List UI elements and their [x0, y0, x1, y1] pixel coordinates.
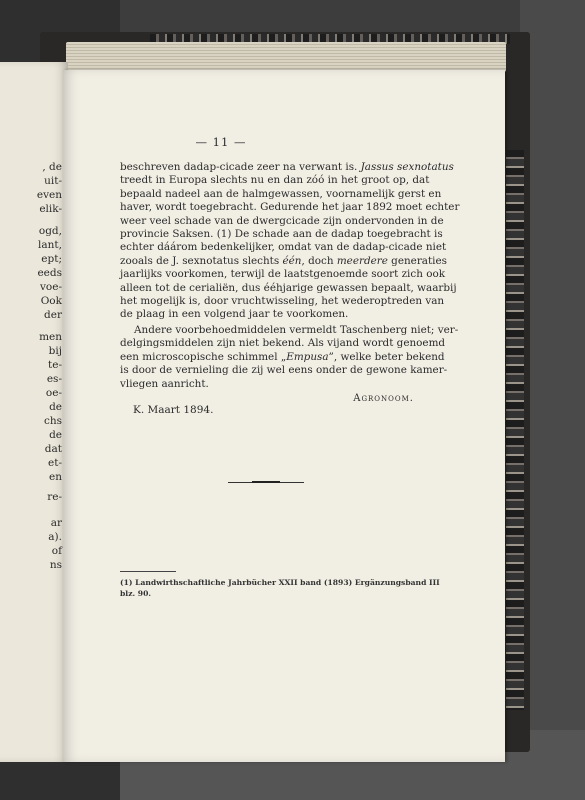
text-line: [120, 350, 445, 364]
text-line: [120, 160, 454, 174]
text-span: Andere voorbehoedmiddelen vermeldt Taschenberg niet; ver-: [134, 324, 459, 336]
facing-page-fragment: oe-: [45, 387, 62, 399]
facing-page-fragment: de: [49, 429, 62, 441]
facing-page-fragment: ogd,: [38, 225, 62, 237]
text-span: vliegen aanricht.: [120, 377, 209, 390]
text-span: provincie Saksen. (1) De schade aan de dadap toegebracht is: [120, 228, 443, 240]
spine-marbled-edge: [506, 150, 524, 710]
footnote-line: blz. 90.: [120, 589, 152, 598]
text-span: haver, wordt toegebracht. Gedurende het jaar 1892 moet echter: [120, 201, 460, 214]
text-line: [120, 173, 430, 187]
italic-span: Jassus sexnotatus: [360, 161, 454, 173]
text-line: [120, 227, 443, 241]
facing-page-fragment: ept;: [41, 253, 62, 265]
facing-page-fragment: te-: [48, 359, 62, 371]
facing-page-fragment: eeds: [37, 267, 62, 279]
italic-span: één: [282, 254, 302, 267]
text-line: [134, 323, 459, 337]
facing-page-fragment: uit-: [44, 175, 62, 187]
facing-page-fragment: en: [49, 471, 62, 483]
facing-page-fragment: a).: [48, 531, 62, 543]
text-line: [120, 254, 447, 268]
text-line: [120, 267, 445, 281]
facing-page-fragment: dat: [44, 443, 62, 455]
facing-page-fragment: voe-: [39, 281, 62, 293]
text-line: [120, 363, 448, 377]
page-number: — 11 —: [195, 135, 247, 149]
text-line: [120, 187, 442, 201]
facing-page-fragment: es-: [46, 373, 62, 385]
facing-page-fragment: bij: [48, 345, 62, 357]
facing-page-fragment: lant,: [38, 239, 62, 251]
text-span: treedt in Europa slechts nu en dan zóó in het groot op, dat: [120, 174, 430, 187]
end-rule-center: [252, 481, 280, 483]
text-line: [120, 377, 414, 391]
facing-page-fragment: ar: [50, 517, 62, 529]
facing-page-fragment: of: [51, 545, 62, 557]
text-span: generaties: [387, 254, 447, 267]
facing-page-fragment: Ook: [40, 295, 62, 307]
footnote-rule: [120, 571, 176, 572]
page-stack-edge: [66, 42, 506, 72]
text-span: weer veel schade van de dwergcicade zijn ondervonden in de: [120, 214, 444, 227]
facing-page-fragment: chs: [43, 415, 62, 427]
footnote-line: (1) Landwirthschaftliche Jahrbücher XXII band (1893) Ergänzungsband III: [120, 578, 440, 587]
facing-page: [0, 62, 68, 762]
facing-page-fragment: et-: [48, 457, 62, 469]
text-line: [120, 200, 460, 214]
text-line: [120, 294, 445, 308]
facing-page-fragment: ns: [49, 559, 62, 571]
signature: Agronoom.: [353, 393, 414, 404]
text-span: ”, welke beter bekend: [328, 350, 445, 363]
text-line: [120, 307, 414, 321]
text-line: [120, 240, 447, 254]
text-span: echter dáárom bedenkelijker, omdat van de dadap-cicade niet: [120, 241, 447, 254]
facing-page-fragment: der: [44, 309, 62, 321]
facing-page-fragment: , de: [42, 161, 62, 173]
text-span: , doch: [301, 254, 337, 267]
text-span: bepaald nadeel aan de halmgewassen, voornamelijk gerst en: [120, 187, 442, 200]
facing-page-fragment: re-: [47, 491, 62, 503]
text-span: zooals de J. sexnotatus slechts: [120, 254, 283, 267]
facing-page-fragment: elik-: [39, 203, 62, 215]
text-span: delgingsmiddelen zijn niet bekend. Als vijand wordt genoemd: [120, 337, 446, 350]
text-line: [120, 214, 444, 228]
text-span: is door de vernieling die zij wel eens onder de gewone kamer-: [120, 364, 448, 377]
facing-page-fragment: men: [39, 331, 62, 343]
text-line: [120, 336, 446, 350]
facing-page-fragment: de: [49, 401, 62, 413]
text-span: een microscopische schimmel „: [120, 350, 287, 363]
text-line: [120, 281, 457, 295]
facing-page-fragment: even: [36, 189, 62, 201]
text-span: de plaag in een volgend jaar te voorkomen.: [120, 308, 349, 321]
italic-span: meerdere: [336, 254, 388, 267]
text-span: beschreven dadap-cicade zeer na verwant is.: [120, 161, 361, 173]
text-span: het mogelijk is, door vruchtwisseling, het wederoptreden van: [120, 295, 445, 307]
text-span: alleen tot de cerialiën, dus ééhjarige gewassen bepaalt, waarbij: [120, 281, 457, 294]
text-span: jaarlijks voorkomen, terwijl de laatstgenoemde soort zich ook: [120, 268, 445, 281]
date-line: K. Maart 1894.: [133, 404, 214, 416]
italic-span: Empusa: [286, 350, 329, 363]
